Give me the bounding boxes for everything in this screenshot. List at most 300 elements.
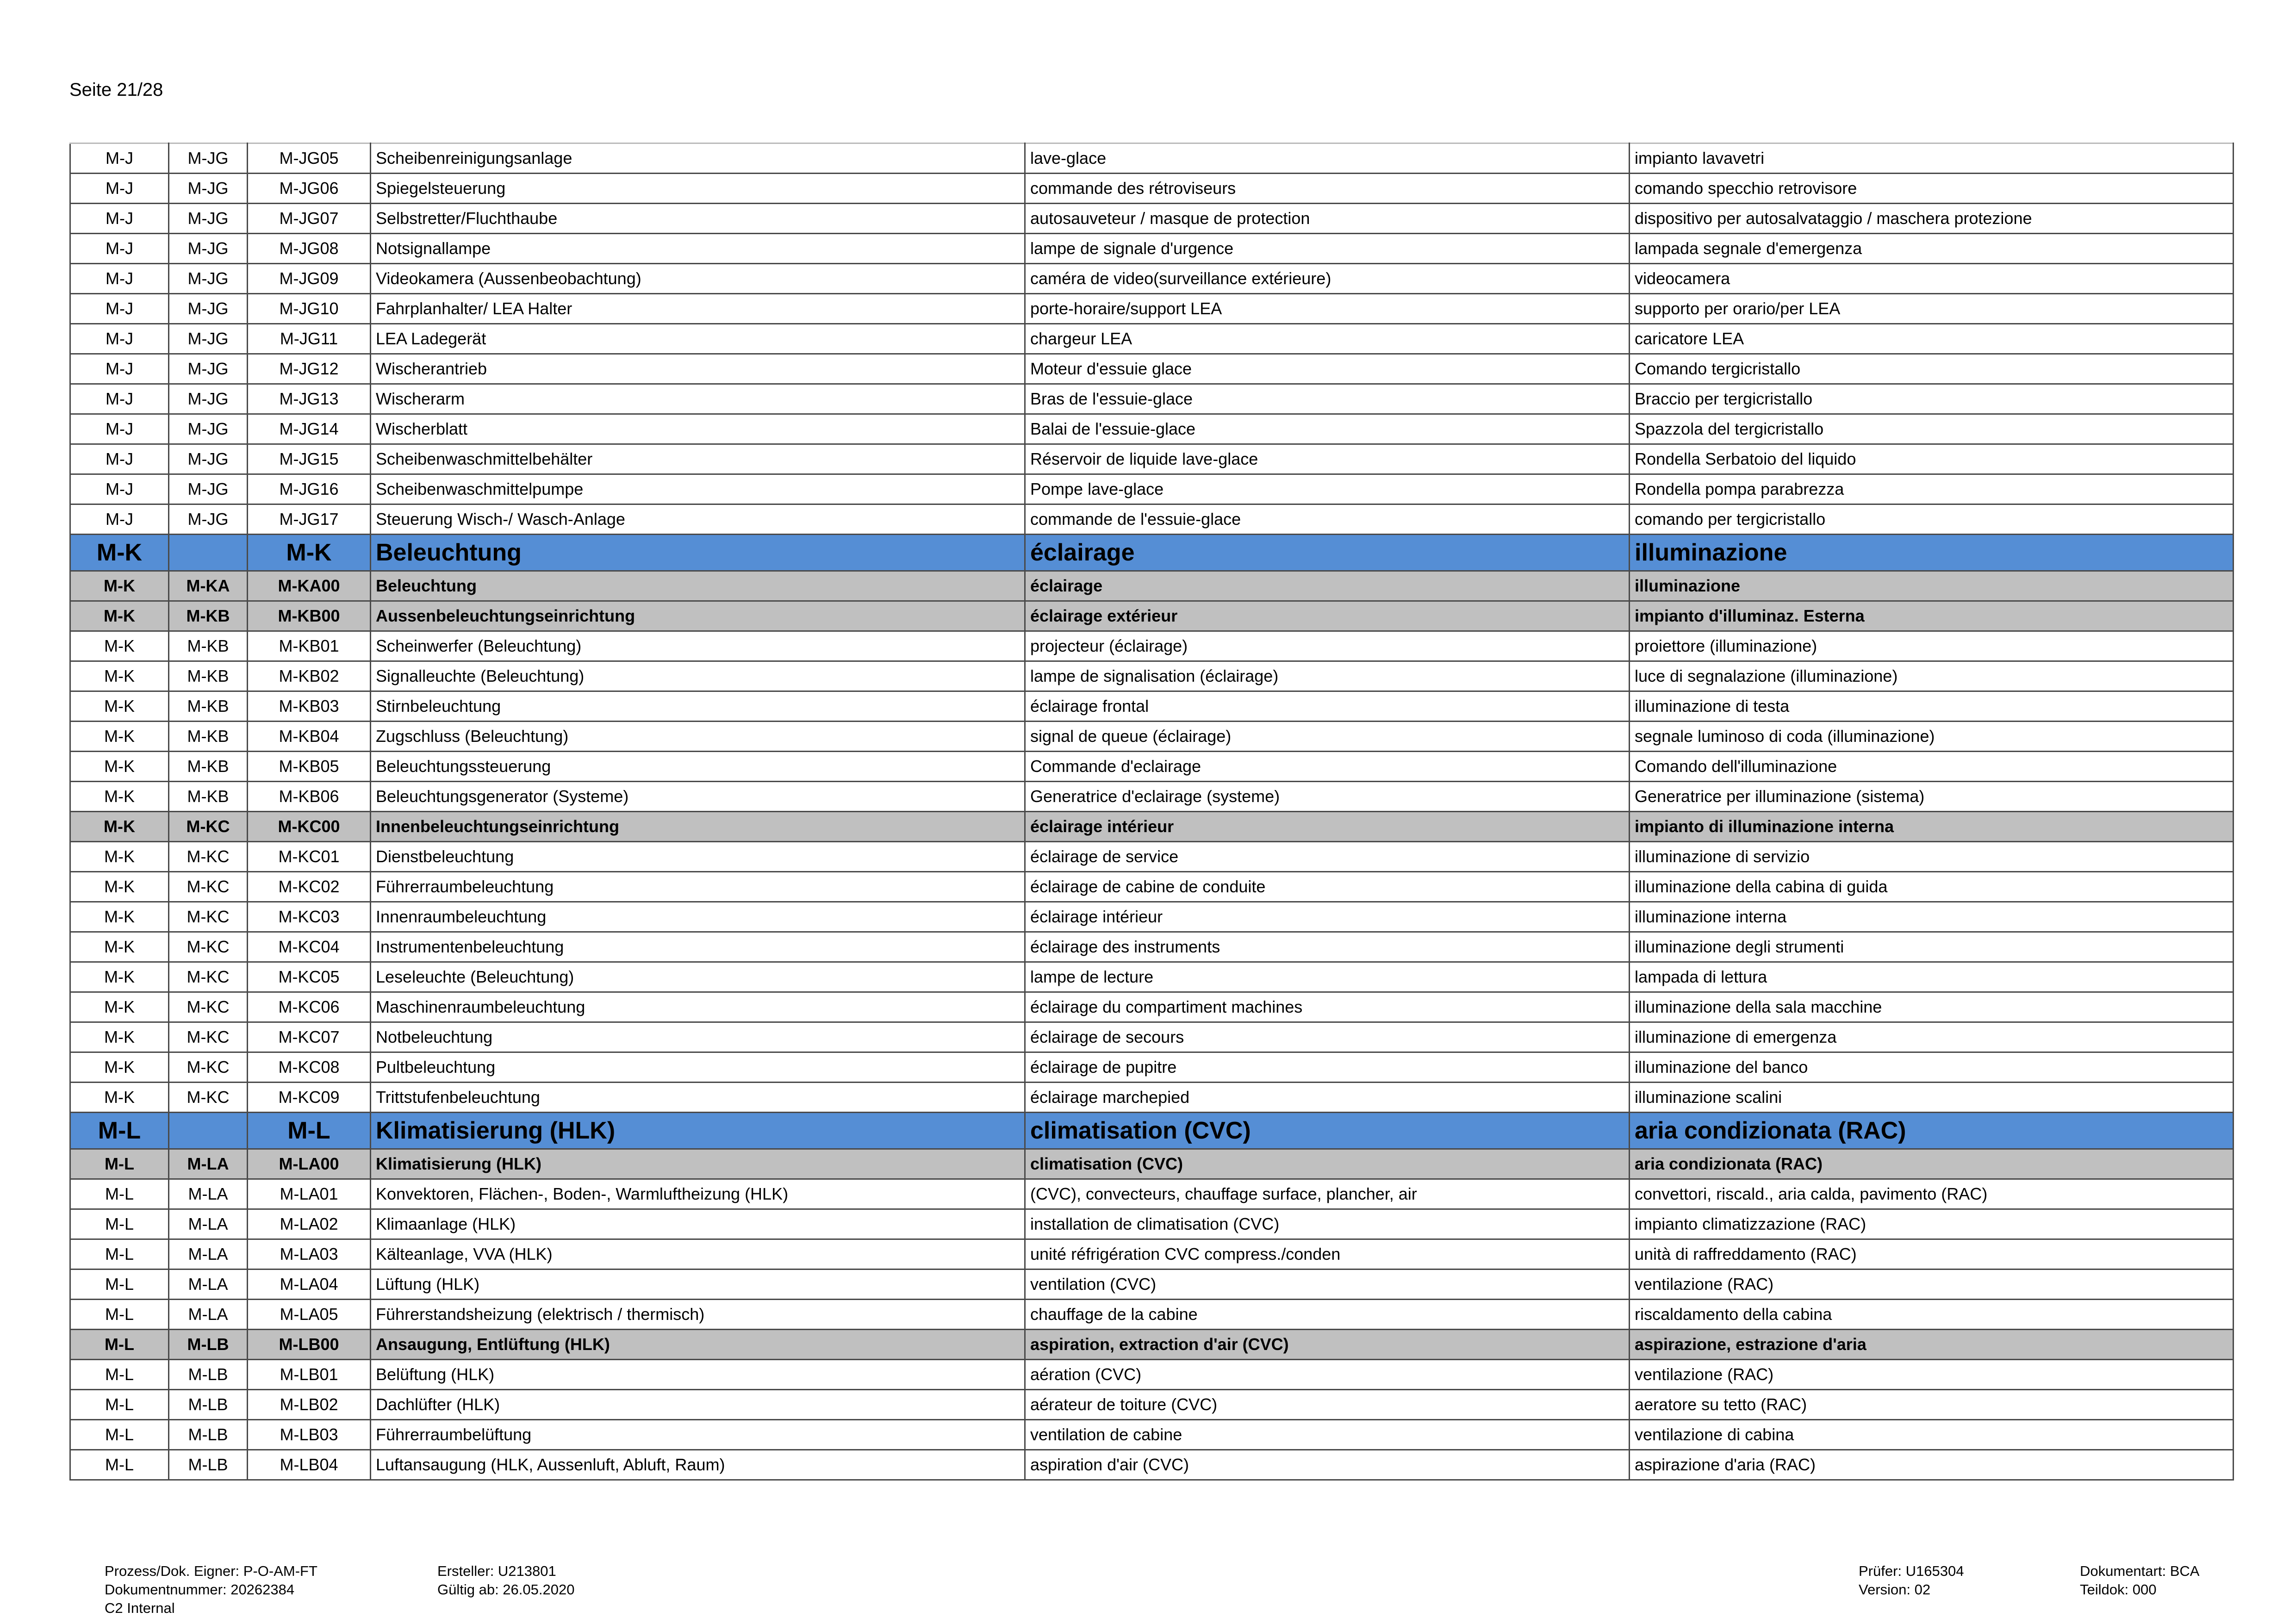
- group-code-cell: M-J: [70, 384, 169, 414]
- component-code-cell: M-JG16: [248, 474, 371, 504]
- italian-term-cell: aspirazione, estrazione d'aria: [1630, 1330, 2234, 1360]
- subgroup-code-cell: M-KB: [169, 782, 248, 812]
- french-term-cell: lampe de lecture: [1025, 962, 1630, 992]
- italian-term-cell: dispositivo per autosalvataggio / maschera protezione: [1630, 204, 2234, 234]
- group-code-cell: M-K: [70, 535, 169, 571]
- french-term-cell: projecteur (éclairage): [1025, 631, 1630, 661]
- french-term-cell: éclairage intérieur: [1025, 812, 1630, 842]
- subgroup-code-cell: M-KB: [169, 752, 248, 782]
- subgroup-code-cell: M-JG: [169, 324, 248, 354]
- group-code-cell: M-J: [70, 204, 169, 234]
- italian-term-cell: illuminazione scalini: [1630, 1083, 2234, 1113]
- italian-term-cell: convettori, riscald., aria calda, pavimento (RAC): [1630, 1179, 2234, 1209]
- italian-term-cell: Generatrice per illuminazione (sistema): [1630, 782, 2234, 812]
- group-row: [70, 1149, 2234, 1179]
- subgroup-code-cell: M-KB: [169, 691, 248, 722]
- german-term-cell: Dachlüfter (HLK): [371, 1390, 1025, 1420]
- italian-term-cell: impianto d'illuminaz. Esterna: [1630, 601, 2234, 631]
- italian-term-cell: illuminazione della sala macchine: [1630, 992, 2234, 1022]
- component-code-cell: M-KC03: [248, 902, 371, 932]
- italian-term-cell: aeratore su tetto (RAC): [1630, 1390, 2234, 1420]
- group-code-cell: M-J: [70, 264, 169, 294]
- subgroup-code-cell: M-LB: [169, 1330, 248, 1360]
- french-term-cell: ventilation (CVC): [1025, 1269, 1630, 1300]
- french-term-cell: éclairage des instruments: [1025, 932, 1630, 962]
- italian-term-cell: impianto di illuminazione interna: [1630, 812, 2234, 842]
- component-code-cell: M-LB03: [248, 1420, 371, 1450]
- table-row: [70, 1269, 2234, 1300]
- footer-checker: Prüfer: U165304: [1859, 1563, 1964, 1579]
- component-code-cell: M-JG07: [248, 204, 371, 234]
- subgroup-code-cell: M-JG: [169, 234, 248, 264]
- french-term-cell: aspiration d'air (CVC): [1025, 1450, 1630, 1480]
- french-term-cell: Commande d'eclairage: [1025, 752, 1630, 782]
- subgroup-code-cell: M-KA: [169, 571, 248, 601]
- italian-term-cell: segnale luminoso di coda (illuminazione): [1630, 722, 2234, 752]
- french-term-cell: éclairage marchepied: [1025, 1083, 1630, 1113]
- italian-term-cell: illuminazione: [1630, 535, 2234, 571]
- french-term-cell: caméra de video(surveillance extérieure): [1025, 264, 1630, 294]
- german-term-cell: Notbeleuchtung: [371, 1022, 1025, 1052]
- german-term-cell: Notsignallampe: [371, 234, 1025, 264]
- subgroup-code-cell: M-JG: [169, 174, 248, 204]
- group-code-cell: M-K: [70, 902, 169, 932]
- french-term-cell: éclairage: [1025, 571, 1630, 601]
- german-term-cell: Kälteanlage, VVA (HLK): [371, 1239, 1025, 1269]
- subgroup-code-cell: M-KB: [169, 722, 248, 752]
- german-term-cell: Beleuchtungssteuerung: [371, 752, 1025, 782]
- subgroup-code-cell: M-JG: [169, 474, 248, 504]
- group-code-cell: M-K: [70, 1052, 169, 1083]
- french-term-cell: éclairage de pupitre: [1025, 1052, 1630, 1083]
- german-term-cell: Ansaugung, Entlüftung (HLK): [371, 1330, 1025, 1360]
- italian-term-cell: impianto lavavetri: [1630, 143, 2234, 174]
- table-row: [70, 1360, 2234, 1390]
- group-code-cell: M-K: [70, 661, 169, 691]
- french-term-cell: Réservoir de liquide lave-glace: [1025, 444, 1630, 474]
- subgroup-code-cell: M-JG: [169, 504, 248, 535]
- german-term-cell: Dienstbeleuchtung: [371, 842, 1025, 872]
- table-row: [70, 722, 2234, 752]
- component-code-cell: M-KB04: [248, 722, 371, 752]
- italian-term-cell: unità di raffreddamento (RAC): [1630, 1239, 2234, 1269]
- german-term-cell: Scheinwerfer (Beleuchtung): [371, 631, 1025, 661]
- component-code-cell: M-K: [248, 535, 371, 571]
- italian-term-cell: Spazzola del tergicristallo: [1630, 414, 2234, 444]
- french-term-cell: Bras de l'essuie-glace: [1025, 384, 1630, 414]
- italian-term-cell: comando per tergicristallo: [1630, 504, 2234, 535]
- group-code-cell: M-K: [70, 571, 169, 601]
- german-term-cell: LEA Ladegerät: [371, 324, 1025, 354]
- group-code-cell: M-K: [70, 992, 169, 1022]
- german-term-cell: Zugschluss (Beleuchtung): [371, 722, 1025, 752]
- italian-term-cell: lampada di lettura: [1630, 962, 2234, 992]
- component-code-cell: M-JG15: [248, 444, 371, 474]
- component-code-cell: M-KC02: [248, 872, 371, 902]
- footer-checker-block: [1859, 1562, 1964, 1599]
- subgroup-code-cell: M-JG: [169, 294, 248, 324]
- group-code-cell: M-J: [70, 234, 169, 264]
- footer-sub-document: Teildok: 000: [2080, 1581, 2157, 1598]
- component-code-cell: M-LA00: [248, 1149, 371, 1179]
- component-code-cell: M-LB02: [248, 1390, 371, 1420]
- table-row: [70, 872, 2234, 902]
- german-term-cell: Führerraumbelüftung: [371, 1420, 1025, 1450]
- subgroup-code-cell: M-JG: [169, 354, 248, 384]
- component-code-cell: M-JG11: [248, 324, 371, 354]
- german-term-cell: Maschinenraumbeleuchtung: [371, 992, 1025, 1022]
- german-term-cell: Wischerblatt: [371, 414, 1025, 444]
- group-code-cell: M-L: [70, 1179, 169, 1209]
- italian-term-cell: illuminazione di servizio: [1630, 842, 2234, 872]
- italian-term-cell: illuminazione del banco: [1630, 1052, 2234, 1083]
- group-row: [70, 601, 2234, 631]
- german-term-cell: Fahrplanhalter/ LEA Halter: [371, 294, 1025, 324]
- french-term-cell: éclairage de cabine de conduite: [1025, 872, 1630, 902]
- subgroup-code-cell: M-LA: [169, 1300, 248, 1330]
- german-term-cell: Beleuchtungsgenerator (Systeme): [371, 782, 1025, 812]
- group-code-cell: M-K: [70, 601, 169, 631]
- subgroup-code-cell: M-KB: [169, 631, 248, 661]
- table-row: [70, 962, 2234, 992]
- footer-creator-block: [437, 1562, 574, 1599]
- group-code-cell: M-J: [70, 294, 169, 324]
- page-number-label: Seite 21/28: [69, 80, 163, 100]
- group-code-cell: M-J: [70, 143, 169, 174]
- french-term-cell: éclairage de secours: [1025, 1022, 1630, 1052]
- french-term-cell: commande de l'essuie-glace: [1025, 504, 1630, 535]
- group-code-cell: M-J: [70, 354, 169, 384]
- french-term-cell: éclairage intérieur: [1025, 902, 1630, 932]
- group-code-cell: M-K: [70, 812, 169, 842]
- group-code-cell: M-K: [70, 842, 169, 872]
- group-code-cell: M-K: [70, 1083, 169, 1113]
- component-code-cell: M-KC07: [248, 1022, 371, 1052]
- german-term-cell: Führerstandsheizung (elektrisch / thermisch): [371, 1300, 1025, 1330]
- table-row: [70, 174, 2234, 204]
- french-term-cell: aération (CVC): [1025, 1360, 1630, 1390]
- table-row: [70, 661, 2234, 691]
- subgroup-code-cell: M-KC: [169, 932, 248, 962]
- french-term-cell: éclairage: [1025, 535, 1630, 571]
- italian-term-cell: comando specchio retrovisore: [1630, 174, 2234, 204]
- group-code-cell: M-J: [70, 444, 169, 474]
- table-row: [70, 1052, 2234, 1083]
- table-row: [70, 1390, 2234, 1420]
- french-term-cell: éclairage du compartiment machines: [1025, 992, 1630, 1022]
- subgroup-code-cell: M-KB: [169, 601, 248, 631]
- group-code-cell: M-J: [70, 474, 169, 504]
- subgroup-code-cell: M-KC: [169, 1022, 248, 1052]
- table-row: [70, 992, 2234, 1022]
- german-term-cell: Wischerarm: [371, 384, 1025, 414]
- section-row: [70, 1113, 2234, 1149]
- component-code-cell: M-LB04: [248, 1450, 371, 1480]
- table-row: [70, 414, 2234, 444]
- group-row: [70, 571, 2234, 601]
- table-row: [70, 234, 2234, 264]
- component-code-cell: M-JG05: [248, 143, 371, 174]
- component-code-cell: M-JG08: [248, 234, 371, 264]
- subgroup-code-cell: M-KC: [169, 962, 248, 992]
- german-term-cell: Selbstretter/Fluchthaube: [371, 204, 1025, 234]
- group-code-cell: M-L: [70, 1390, 169, 1420]
- group-code-cell: M-L: [70, 1239, 169, 1269]
- subgroup-code-cell: M-JG: [169, 444, 248, 474]
- table-row: [70, 1179, 2234, 1209]
- italian-term-cell: illuminazione: [1630, 571, 2234, 601]
- german-term-cell: Signalleuchte (Beleuchtung): [371, 661, 1025, 691]
- italian-term-cell: Comando dell'illuminazione: [1630, 752, 2234, 782]
- table-row: [70, 691, 2234, 722]
- section-row: [70, 535, 2234, 571]
- component-code-cell: M-LB01: [248, 1360, 371, 1390]
- italian-term-cell: illuminazione di testa: [1630, 691, 2234, 722]
- german-term-cell: Beleuchtung: [371, 535, 1025, 571]
- german-term-cell: Wischerantrieb: [371, 354, 1025, 384]
- group-code-cell: M-K: [70, 872, 169, 902]
- component-code-cell: M-L: [248, 1113, 371, 1149]
- italian-term-cell: proiettore (illuminazione): [1630, 631, 2234, 661]
- french-term-cell: lampe de signale d'urgence: [1025, 234, 1630, 264]
- subgroup-code-cell: M-JG: [169, 384, 248, 414]
- italian-term-cell: riscaldamento della cabina: [1630, 1300, 2234, 1330]
- german-term-cell: Führerraumbeleuchtung: [371, 872, 1025, 902]
- italian-term-cell: Rondella pompa parabrezza: [1630, 474, 2234, 504]
- component-code-cell: M-LA03: [248, 1239, 371, 1269]
- italian-term-cell: ventilazione di cabina: [1630, 1420, 2234, 1450]
- footer-version: Version: 02: [1859, 1581, 1931, 1598]
- german-term-cell: Scheibenwaschmittelpumpe: [371, 474, 1025, 504]
- footer-owner: Prozess/Dok. Eigner: P-O-AM-FT: [105, 1563, 317, 1579]
- group-code-cell: M-L: [70, 1300, 169, 1330]
- table-row: [70, 1300, 2234, 1330]
- table-row: [70, 143, 2234, 174]
- component-code-cell: M-KC05: [248, 962, 371, 992]
- component-code-cell: M-KB03: [248, 691, 371, 722]
- group-row: [70, 812, 2234, 842]
- table-row: [70, 902, 2234, 932]
- table-row: [70, 204, 2234, 234]
- german-term-cell: Aussenbeleuchtungseinrichtung: [371, 601, 1025, 631]
- table-row: [70, 842, 2234, 872]
- group-code-cell: M-J: [70, 504, 169, 535]
- group-code-cell: M-K: [70, 962, 169, 992]
- group-code-cell: M-J: [70, 174, 169, 204]
- french-term-cell: climatisation (CVC): [1025, 1149, 1630, 1179]
- table-row: [70, 631, 2234, 661]
- component-code-cell: M-KC09: [248, 1083, 371, 1113]
- group-code-cell: M-L: [70, 1209, 169, 1239]
- french-term-cell: Pompe lave-glace: [1025, 474, 1630, 504]
- italian-term-cell: impianto climatizzazione (RAC): [1630, 1209, 2234, 1239]
- french-term-cell: aérateur de toiture (CVC): [1025, 1390, 1630, 1420]
- component-code-cell: M-KB05: [248, 752, 371, 782]
- table-row: [70, 324, 2234, 354]
- group-code-cell: M-K: [70, 782, 169, 812]
- french-term-cell: Balai de l'essuie-glace: [1025, 414, 1630, 444]
- table-row: [70, 1239, 2234, 1269]
- footer-document-type: Dokumentart: BCA: [2080, 1563, 2200, 1579]
- italian-term-cell: illuminazione interna: [1630, 902, 2234, 932]
- component-code-cell: M-JG09: [248, 264, 371, 294]
- subgroup-code-cell: M-KB: [169, 661, 248, 691]
- component-code-cell: M-KB02: [248, 661, 371, 691]
- subgroup-code-cell: [169, 1113, 248, 1149]
- italian-term-cell: videocamera: [1630, 264, 2234, 294]
- group-code-cell: M-K: [70, 722, 169, 752]
- component-code-cell: M-KC01: [248, 842, 371, 872]
- component-code-cell: M-KB01: [248, 631, 371, 661]
- german-term-cell: Trittstufenbeleuchtung: [371, 1083, 1025, 1113]
- french-term-cell: Generatrice d'eclairage (systeme): [1025, 782, 1630, 812]
- component-code-table: [69, 143, 2234, 1481]
- french-term-cell: porte-horaire/support LEA: [1025, 294, 1630, 324]
- component-code-cell: M-JG06: [248, 174, 371, 204]
- subgroup-code-cell: M-JG: [169, 264, 248, 294]
- french-term-cell: aspiration, extraction d'air (CVC): [1025, 1330, 1630, 1360]
- component-code-cell: M-KA00: [248, 571, 371, 601]
- table-row: [70, 354, 2234, 384]
- german-term-cell: Instrumentenbeleuchtung: [371, 932, 1025, 962]
- german-term-cell: Videokamera (Aussenbeobachtung): [371, 264, 1025, 294]
- italian-term-cell: Rondella Serbatoio del liquido: [1630, 444, 2234, 474]
- subgroup-code-cell: M-KC: [169, 812, 248, 842]
- component-code-cell: M-JG13: [248, 384, 371, 414]
- table-row: [70, 504, 2234, 535]
- italian-term-cell: ventilazione (RAC): [1630, 1269, 2234, 1300]
- footer-left: [105, 1562, 317, 1618]
- component-code-cell: M-JG17: [248, 504, 371, 535]
- footer-doctype-block: [2080, 1562, 2199, 1599]
- subgroup-code-cell: M-LA: [169, 1149, 248, 1179]
- subgroup-code-cell: M-LA: [169, 1179, 248, 1209]
- table-row: [70, 1209, 2234, 1239]
- component-code-cell: M-JG12: [248, 354, 371, 384]
- german-term-cell: Scheibenreinigungsanlage: [371, 143, 1025, 174]
- french-term-cell: éclairage frontal: [1025, 691, 1630, 722]
- subgroup-code-cell: M-LA: [169, 1239, 248, 1269]
- component-code-cell: M-LA04: [248, 1269, 371, 1300]
- subgroup-code-cell: M-KC: [169, 842, 248, 872]
- french-term-cell: installation de climatisation (CVC): [1025, 1209, 1630, 1239]
- subgroup-code-cell: M-JG: [169, 204, 248, 234]
- french-term-cell: éclairage extérieur: [1025, 601, 1630, 631]
- italian-term-cell: Braccio per tergicristallo: [1630, 384, 2234, 414]
- subgroup-code-cell: M-LA: [169, 1269, 248, 1300]
- french-term-cell: Moteur d'essuie glace: [1025, 354, 1630, 384]
- french-term-cell: unité réfrigération CVC compress./conden: [1025, 1239, 1630, 1269]
- italian-term-cell: illuminazione di emergenza: [1630, 1022, 2234, 1052]
- subgroup-code-cell: M-KC: [169, 902, 248, 932]
- french-term-cell: lampe de signalisation (éclairage): [1025, 661, 1630, 691]
- component-code-cell: M-KC08: [248, 1052, 371, 1083]
- group-row: [70, 1330, 2234, 1360]
- german-term-cell: Lüftung (HLK): [371, 1269, 1025, 1300]
- german-term-cell: Klimaanlage (HLK): [371, 1209, 1025, 1239]
- table-row: [70, 444, 2234, 474]
- subgroup-code-cell: M-JG: [169, 414, 248, 444]
- component-code-cell: M-LB00: [248, 1330, 371, 1360]
- table-row: [70, 384, 2234, 414]
- footer-valid-from: Gültig ab: 26.05.2020: [437, 1581, 575, 1598]
- german-term-cell: Klimatisierung (HLK): [371, 1149, 1025, 1179]
- table-row: [70, 1083, 2234, 1113]
- italian-term-cell: lampada segnale d'emergenza: [1630, 234, 2234, 264]
- german-term-cell: Pultbeleuchtung: [371, 1052, 1025, 1083]
- component-code-cell: M-JG10: [248, 294, 371, 324]
- footer-creator: Ersteller: U213801: [437, 1563, 556, 1579]
- italian-term-cell: caricatore LEA: [1630, 324, 2234, 354]
- french-term-cell: climatisation (CVC): [1025, 1113, 1630, 1149]
- component-code-cell: M-KC00: [248, 812, 371, 842]
- german-term-cell: Konvektoren, Flächen-, Boden-, Warmluftheizung (HLK): [371, 1179, 1025, 1209]
- group-code-cell: M-K: [70, 691, 169, 722]
- italian-term-cell: illuminazione degli strumenti: [1630, 932, 2234, 962]
- group-code-cell: M-K: [70, 932, 169, 962]
- subgroup-code-cell: M-LA: [169, 1209, 248, 1239]
- group-code-cell: M-L: [70, 1269, 169, 1300]
- french-term-cell: (CVC), convecteurs, chauffage surface, plancher, air: [1025, 1179, 1630, 1209]
- footer-document-number: Dokumentnummer: 20262384: [105, 1581, 295, 1598]
- table-row: [70, 264, 2234, 294]
- group-code-cell: M-L: [70, 1420, 169, 1450]
- german-term-cell: Innenraumbeleuchtung: [371, 902, 1025, 932]
- subgroup-code-cell: M-JG: [169, 143, 248, 174]
- subgroup-code-cell: M-KC: [169, 992, 248, 1022]
- german-term-cell: Spiegelsteuerung: [371, 174, 1025, 204]
- italian-term-cell: aria condizionata (RAC): [1630, 1113, 2234, 1149]
- german-term-cell: Beleuchtung: [371, 571, 1025, 601]
- french-term-cell: autosauveteur / masque de protection: [1025, 204, 1630, 234]
- footer-classification: C2 Internal: [105, 1600, 175, 1616]
- component-code-cell: M-KC04: [248, 932, 371, 962]
- subgroup-code-cell: M-LB: [169, 1390, 248, 1420]
- group-code-cell: M-K: [70, 631, 169, 661]
- group-code-cell: M-K: [70, 1022, 169, 1052]
- group-code-cell: M-L: [70, 1149, 169, 1179]
- table-row: [70, 932, 2234, 962]
- subgroup-code-cell: M-LB: [169, 1360, 248, 1390]
- group-code-cell: M-J: [70, 414, 169, 444]
- french-term-cell: commande des rétroviseurs: [1025, 174, 1630, 204]
- component-code-cell: M-LA05: [248, 1300, 371, 1330]
- italian-term-cell: luce di segnalazione (illuminazione): [1630, 661, 2234, 691]
- german-term-cell: Luftansaugung (HLK, Aussenluft, Abluft, Raum): [371, 1450, 1025, 1480]
- component-code-cell: M-JG14: [248, 414, 371, 444]
- german-term-cell: Scheibenwaschmittelbehälter: [371, 444, 1025, 474]
- french-term-cell: éclairage de service: [1025, 842, 1630, 872]
- table-row: [70, 752, 2234, 782]
- german-term-cell: Stirnbeleuchtung: [371, 691, 1025, 722]
- group-code-cell: M-L: [70, 1450, 169, 1480]
- italian-term-cell: supporto per orario/per LEA: [1630, 294, 2234, 324]
- group-code-cell: M-L: [70, 1113, 169, 1149]
- table-row: [70, 1022, 2234, 1052]
- table-row: [70, 782, 2234, 812]
- table-row: [70, 294, 2234, 324]
- group-code-cell: M-L: [70, 1330, 169, 1360]
- french-term-cell: chauffage de la cabine: [1025, 1300, 1630, 1330]
- italian-term-cell: aria condizionata (RAC): [1630, 1149, 2234, 1179]
- italian-term-cell: aspirazione d'aria (RAC): [1630, 1450, 2234, 1480]
- subgroup-code-cell: M-LB: [169, 1450, 248, 1480]
- component-code-cell: M-KC06: [248, 992, 371, 1022]
- german-term-cell: Belüftung (HLK): [371, 1360, 1025, 1390]
- subgroup-code-cell: M-KC: [169, 1052, 248, 1083]
- french-term-cell: ventilation de cabine: [1025, 1420, 1630, 1450]
- component-code-cell: M-LA02: [248, 1209, 371, 1239]
